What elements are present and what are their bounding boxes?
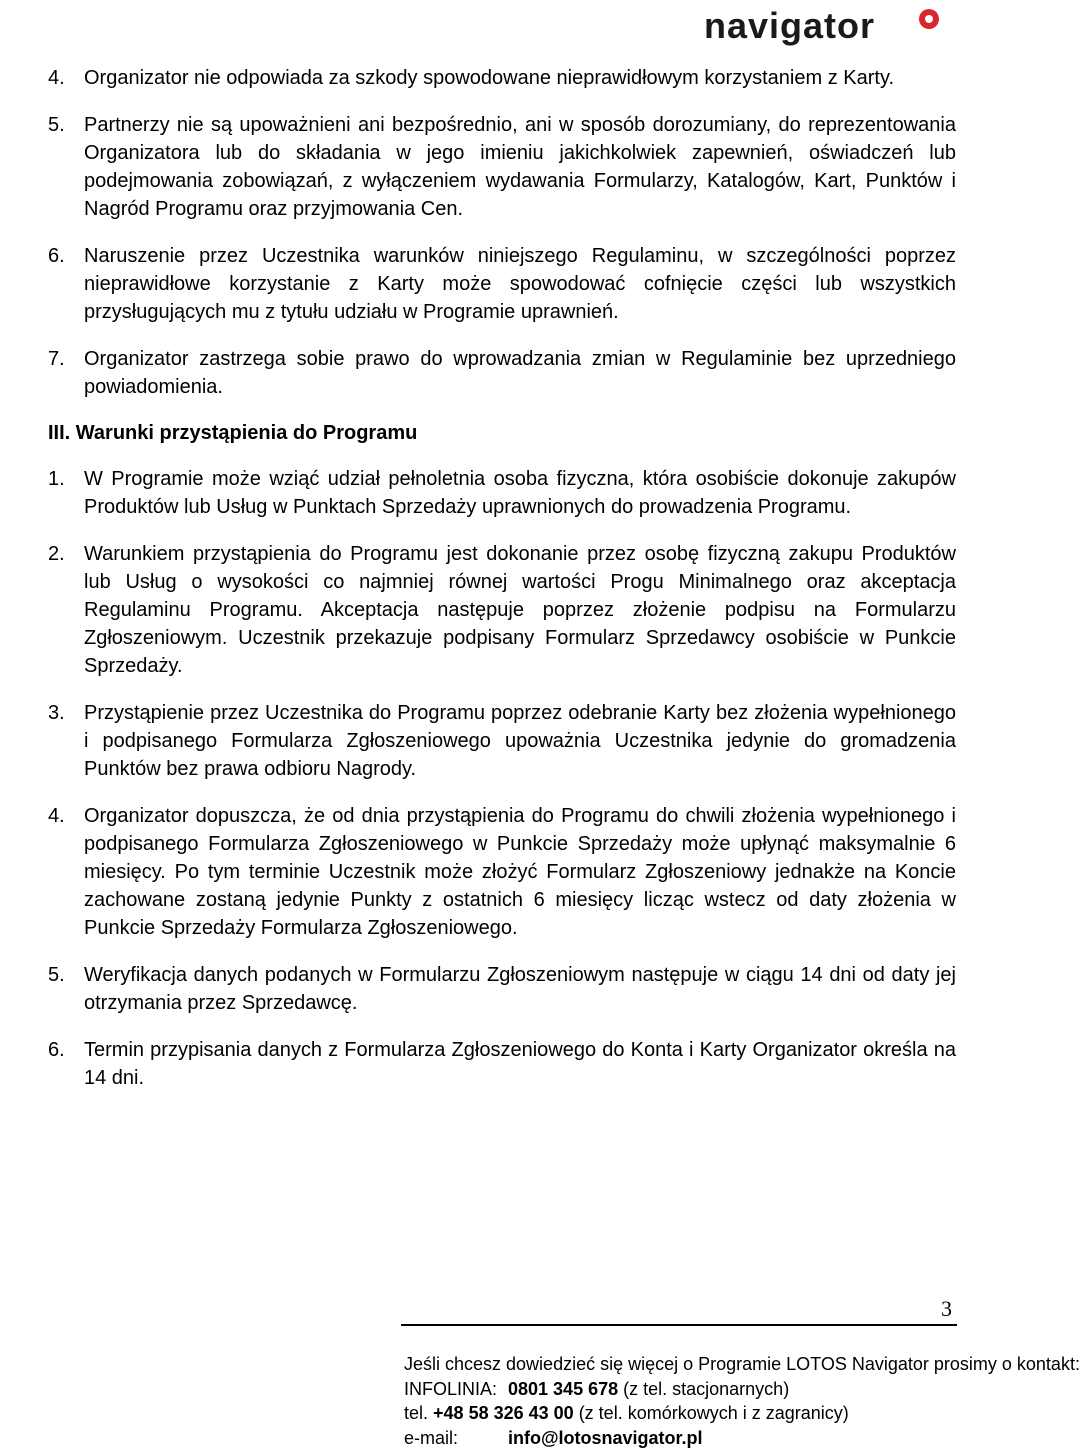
item-text: Termin przypisania danych z Formularza Zgłoszeniowego do Konta i Karty Organizator określa na 14 dni. [84,1036,956,1092]
navigator-logo [704,4,944,48]
footer-hotline [404,1377,944,1402]
list-item [48,242,956,326]
item-text: Przystąpienie przez Uczestnika do Programu poprzez odebranie Karty bez złożenia wypełnionego i podpisanego Formularza Zgłoszeniowego upoważnia Uczestnika jedynie do gromadzenia Punktów bez prawa odbioru Nagrody. [84,699,956,783]
item-text: Partnerzy nie są upoważnieni ani bezpośrednio, ani w sposób dorozumiany, do reprezentowania Organizatora lub do składania w jego imieniu jakichkolwiek zapewnień, oświadczeń lub podejmowania zobowiązań, z wyłączeniem wydawania Formularzy, Katalogów, Kart, Punktów i Nagród Programu oraz przyjmowania Cen. [84,111,956,223]
item-text: Weryfikacja danych podanych w Formularzu Zgłoszeniowym następuje w ciągu 14 dni od daty jej otrzymania przez Sprzedawcę. [84,961,956,1017]
list-item [48,961,956,1017]
item-text: Organizator nie odpowiada za szkody spowodowane nieprawidłowym korzystaniem z Karty. [84,64,956,92]
list-item [48,540,956,680]
list-item [48,64,956,92]
item-text: Organizator dopuszcza, że od dnia przystąpienia do Programu do chwili złożenia wypełnionego i podpisanego Formularza Zgłoszeniowego w Punkcie Sprzedaży może upłynąć maksymalnie 6 miesięcy. Po tym terminie Uczestnik może złożyć Formularz Zgłoszeniowy jednakże na Koncie zachowane zostaną jedynie Punkty z ostatnich 6 miesięcy licząc wstecz od daty złożenia w Punkcie Sprzedaży Formularza Zgłoszeniowego. [84,802,956,942]
item-number: 6. [48,242,84,326]
item-text: Naruszenie przez Uczestnika warunków niniejszego Regulaminu, w szczególności poprzez nieprawidłowe korzystanie z Karty może spowodować cofnięcie części lub wszystkich przysługujących mu z tytułu udziału w Programie uprawnień. [84,242,956,326]
item-text: Organizator zastrzega sobie prawo do wprowadzania zmian w Regulaminie bez uprzedniego powiadomienia. [84,345,956,401]
list-item [48,699,956,783]
document-body [48,64,956,1111]
list-item [48,465,956,521]
footer-phone [404,1401,944,1426]
hotline-note: (z tel. stacjonarnych) [623,1379,789,1399]
footer-divider [401,1324,957,1326]
item-number: 4. [48,802,84,942]
item-number: 2. [48,540,84,680]
item-number: 7. [48,345,84,401]
phone-label: tel. [404,1403,428,1423]
phone-number: +48 58 326 43 00 [433,1403,574,1423]
item-text: W Programie może wziąć udział pełnoletnia osoba fizyczna, która osobiście dokonuje zakupów Produktów lub Usług w Punktach Sprzedaży uprawnionych do prowadzenia Programu. [84,465,956,521]
email-label: e-mail: [404,1426,508,1450]
item-number: 6. [48,1036,84,1092]
phone-note: (z tel. komórkowych i z zagranicy) [579,1403,849,1423]
section-heading: III. Warunki przystąpienia do Programu [48,419,956,447]
logo-text: navigator [704,5,875,46]
footer-contact [404,1352,944,1450]
item-number: 3. [48,699,84,783]
email-address[interactable]: info@lotosnavigator.pl [508,1428,703,1448]
item-number: 1. [48,465,84,521]
item-text: Warunkiem przystąpienia do Programu jest dokonanie przez osobę fizyczną zakupu Produktów lub Usług o wysokości co najmniej równej wartości Progu Minimalnego oraz akceptacja Regulaminu Programu. Akceptacja następuje poprzez złożenie podpisu na Formularzu Zgłoszeniowym. Uczestnik przekazuje podpisany Formularz Sprzedawcy osobiście w Punkcie Sprzedaży. [84,540,956,680]
item-number: 4. [48,64,84,92]
footer-intro: Jeśli chcesz dowiedzieć się więcej o Programie LOTOS Navigator prosimy o kontakt: [404,1352,944,1377]
list-item [48,802,956,942]
footer-email [404,1426,944,1450]
hotline-label: INFOLINIA: [404,1377,508,1402]
item-number: 5. [48,961,84,1017]
item-number: 5. [48,111,84,223]
list-item [48,1036,956,1092]
list-item [48,111,956,223]
list-item [48,345,956,401]
hotline-number: 0801 345 678 [508,1379,618,1399]
page-number: 3 [941,1296,952,1322]
